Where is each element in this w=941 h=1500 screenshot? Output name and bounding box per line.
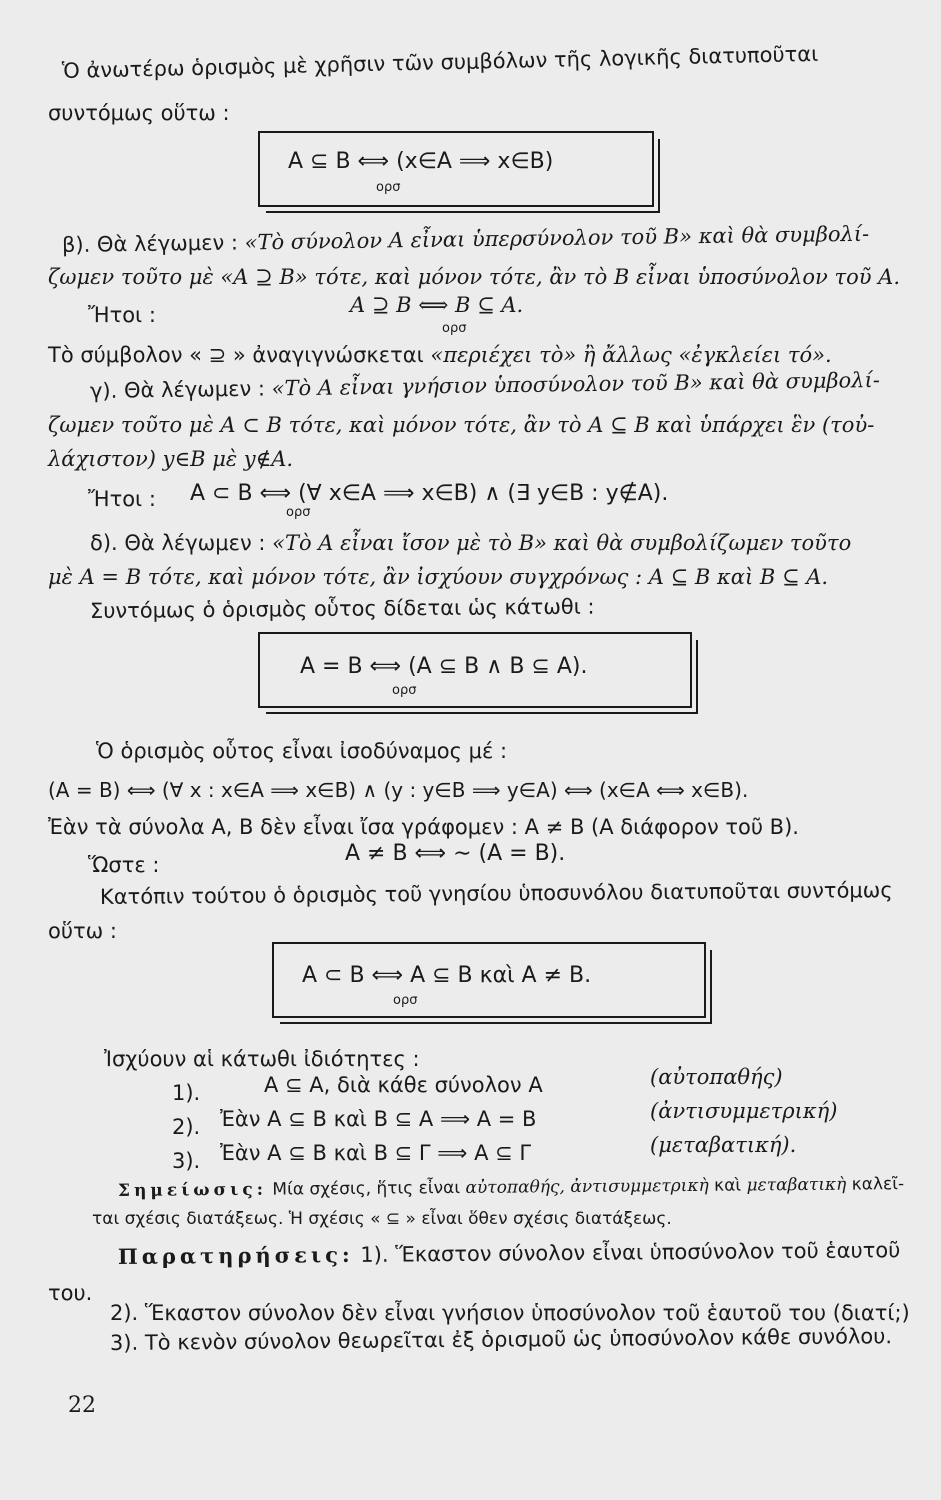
note-heading: Σημείωσις: [117, 1179, 268, 1201]
ors-label-1: ορσ [376, 180, 401, 195]
text-line-12: μὲ A = B τότε, καὶ μόνον τότε, ἂν ἰσχύουν συγχρόνως : A ⊆ B καὶ B ⊆ A. [48, 565, 829, 589]
def-superset: «Τὸ σύνολον A εἶναι ὑπερσύνολον τοῦ B» καὶ θὰ συμβολί- [244, 221, 870, 255]
remarks-line-4: 3). Τὸ κενὸν σύνολον θεωρεῖται ἐξ ὁρισμοῦ ὡς ὑποσύνολον κάθε συνόλου. [109, 1324, 893, 1355]
text-line-9: λάχιστον) y∈B μὲ y∉A. [48, 447, 294, 471]
remarks-line-2: του. [48, 1281, 93, 1305]
text-line-13: Συντόμως ὁ ὁρισμὸς οὗτος δίδεται ὡς κάτωθι : [89, 594, 595, 623]
remarks-line-1: Παρατηρήσεις: 1). Ἕκαστον σύνολον εἶναι ὑποσύνολον τοῦ ἑαυτοῦ [117, 1238, 901, 1269]
property-2-text: Ἐὰν A ⊆ B καὶ B ⊆ A ⟹ A = B [220, 1107, 537, 1131]
remarks-line-3: 2). Ἕκαστον σύνολον δὲν εἶναι γνήσιον ὑποσύνολον τοῦ ἑαυτοῦ του (διατί;) [110, 1301, 910, 1325]
ors-label-3: ορσ [286, 505, 311, 520]
text-line-18: Κατόπιν τούτου ὁ ὁρισμὸς τοῦ γνησίου ὑποσυνόλου διατυποῦται συντόμως [99, 878, 893, 909]
text-line-8: ζωμεν τοῦτο μὲ A ⊂ B τότε, καὶ μόνον τότε, ἂν τὸ A ⊆ B καὶ ὑπάρχει ἓν (τοὐ- [48, 413, 875, 437]
property-2-name: (ἀντισυμμετρική) [650, 1099, 838, 1123]
property-3-name: (μεταβατική). [650, 1133, 797, 1157]
property-2-number: 2). [172, 1115, 201, 1139]
text-line-16: Ἐὰν τὰ σύνολα A, B δὲν εἶναι ἴσα γράφομεν : A ≠ B (A διάφορον τοῦ B). [48, 815, 799, 839]
etoi-label-1: Ἤτοι : [88, 303, 156, 327]
formula-inequality: A ≠ B ⟺ ∼ (A = B). [345, 841, 566, 866]
text-line-6: Τὸ σύμβολον « ⊇ » ἀναγιγνώσκεται «περιέχει τὸ» ἢ ἄλλως «ἐγκλείει τό». [48, 343, 832, 367]
text-line-4: ζωμεν τοῦτο μὲ «A ⊇ B» τότε, καὶ μόνον τότε, ἂν τὸ B εἶναι ὑποσύνολον τοῦ A. [48, 265, 901, 289]
formula-equality-expanded: (A = B) ⟺ (∀ x : x∈A ⟹ x∈B) ∧ (y : y∈B ⟹ y∈A) ⟺ (x∈A ⟺ x∈B). [48, 778, 749, 802]
note-line-1: Σημείωσις: Μία σχέσις, ἥτις εἶναι αὐτοπαθής, ἀντισυμμετρικὴ καὶ μεταβατικὴ καλεῖ- [117, 1174, 905, 1201]
ors-label-2: ορσ [442, 321, 467, 336]
page-number: 22 [68, 1393, 96, 1418]
text-line-3 [62, 221, 870, 258]
formula-subset: A ⊆ B ⟺ (x∈A ⟹ x∈B) [288, 149, 554, 174]
text-line-2: συντόμως οὕτω : [48, 101, 230, 125]
text-line-1: Ὁ ἀνωτέρω ὁρισμὸς μὲ χρῆσιν τῶν συμβόλων τῆς λογικῆς διατυποῦται [61, 41, 819, 83]
text-line-7: γ). Θὰ λέγωμεν : «Τὸ A εἶναι γνήσιον ὑποσύνολον τοῦ B» καὶ θὰ συμβολί- [89, 367, 881, 403]
property-3-text: Ἐὰν A ⊆ B καὶ B ⊆ Γ ⟹ A ⊆ Γ [220, 1141, 532, 1165]
text-line-20: Ἰσχύουν αἱ κάτωθι ἰδιότητες : [104, 1047, 420, 1071]
item-gamma: γ). Θὰ λέγωμεν : [89, 376, 272, 403]
formula-superset: A ⊇ B ⟺ B ⊆ A. [350, 293, 524, 317]
text-line-14: Ὁ ὁρισμὸς οὗτος εἶναι ἰσοδύναμος μέ : [96, 739, 508, 763]
ors-label-4: ορσ [392, 683, 417, 698]
ors-label-5: ορσ [393, 993, 418, 1008]
oste-label: Ὥστε : [88, 853, 160, 877]
note-line-2: ται σχέσις διατάξεως. Ἡ σχέσις « ⊆ » εἶναι ὅθεν σχέσις διατάξεως. [92, 1209, 672, 1229]
property-3-number: 3). [172, 1149, 201, 1173]
etoi-label-2: Ἤτοι : [88, 487, 156, 511]
property-1-name: (αὐτοπαθής) [650, 1065, 783, 1089]
formula-proper-subset-short: A ⊂ B ⟺ A ⊆ B καὶ A ≠ B. [302, 963, 592, 988]
property-1-number: 1). [172, 1081, 201, 1105]
item-beta: β). Θὰ λέγωμεν : [61, 230, 245, 257]
formula-equality: A = B ⟺ (A ⊆ B ∧ B ⊆ A). [300, 654, 588, 679]
formula-proper-subset: A ⊂ B ⟺ (∀ x∈A ⟹ x∈B) ∧ (∃ y∈B : y∉A). [190, 481, 669, 506]
property-1-text: A ⊆ A, διὰ κάθε σύνολον A [264, 1073, 543, 1097]
text-line-11: δ). Θὰ λέγωμεν : «Τὸ A εἶναι ἴσον μὲ τὸ B» καὶ θὰ συμβολίζωμεν τοῦτο [90, 531, 852, 555]
remarks-heading: Παρατηρήσεις: [117, 1241, 354, 1269]
item-delta: δ). Θὰ λέγωμεν : [90, 531, 273, 555]
text-line-19: οὕτω : [48, 919, 117, 943]
